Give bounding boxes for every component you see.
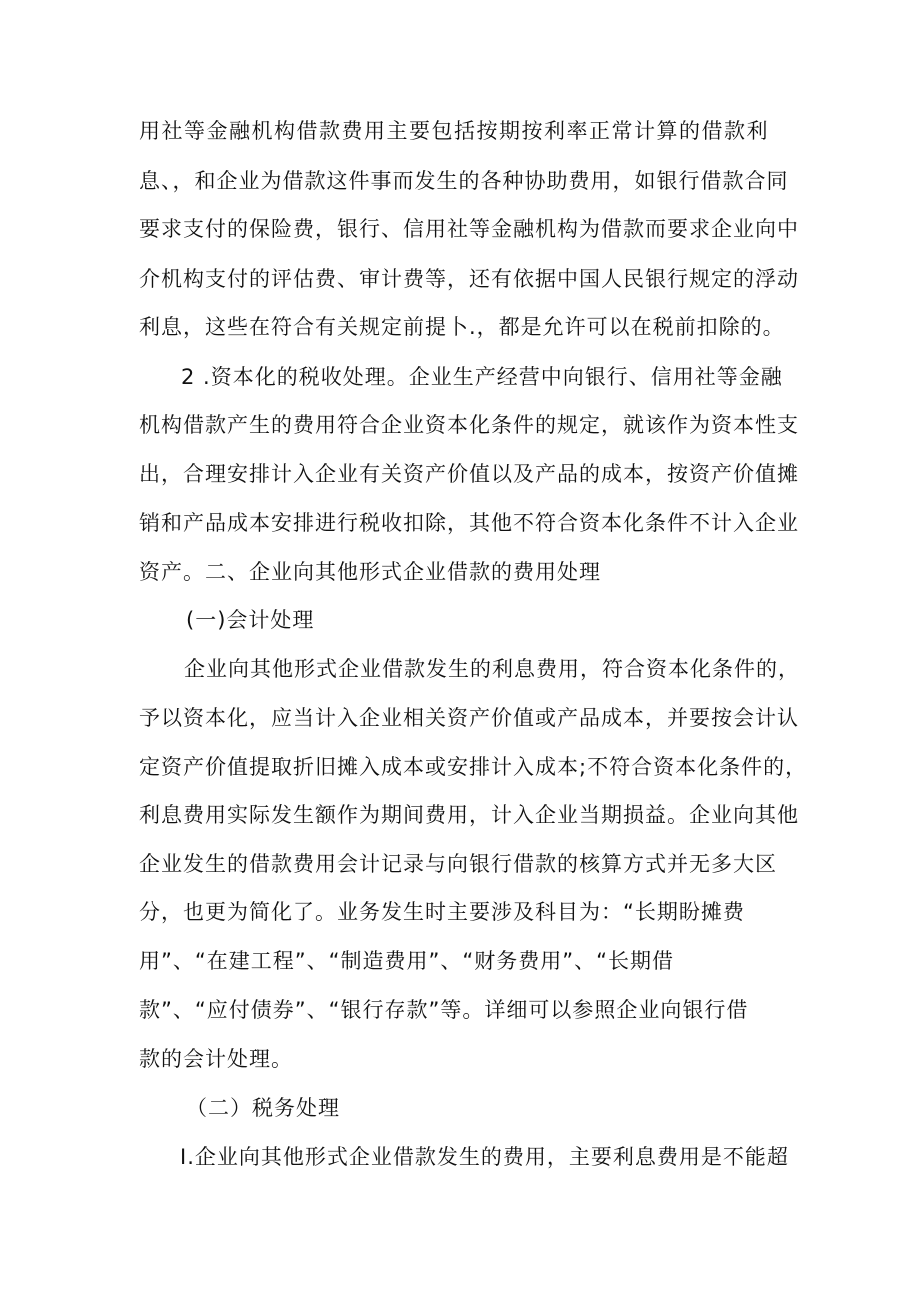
text-line: 定资产价值提取折旧摊入成本或安排计入成本;不符合资本化条件的， <box>139 755 808 779</box>
text-line: 2 .资本化的税收处理。企业生产经营中向银行、信用社等金融 <box>181 365 783 389</box>
text-line: 用”、“在建工程”、“制造费用”、“财务费用”、“长期借 <box>139 949 675 973</box>
text-line: 要求支付的保险费，银行、信用社等金融机构为借款而要求企业向中 <box>139 217 799 241</box>
text-line: 用社等金融机构借款费用主要包括按期按利率正常计算的借款利 <box>139 119 769 143</box>
text-line: 销和产品成本安排进行税收扣除，其他不符合资本化条件不计入企业 <box>139 511 799 535</box>
text-line: 企业向其他形式企业借款发生的利息费用，符合资本化条件的， <box>184 657 800 681</box>
text-line: 分，也更为简化了。业务发生时主要涉及科目为：“长期盼摊费 <box>139 900 745 924</box>
text-line: 介机构支付的评估费、审计费等，还有依据中国人民银行规定的浮动 <box>139 267 799 291</box>
section-heading: (一)会计处理 <box>186 608 315 632</box>
text-line: 息、，和企业为借款这件事而发生的各种协助费用，如银行借款合同 <box>139 169 789 193</box>
text-line: 予以资本化，应当计入企业相关资产价值或产品成本，并要按会计认 <box>139 706 799 730</box>
section-heading: （二）税务处理 <box>186 1096 340 1120</box>
text-line: 企业发生的借款费用会计记录与向银行借款的核算方式并无多大区 <box>139 852 777 876</box>
text-line: 机构借款产生的费用符合企业资本化条件的规定，就该作为资本性支 <box>139 413 799 437</box>
text-line: 款”、“应付债券”、“银行存款”等。详细可以参照企业向银行借 <box>139 998 749 1022</box>
text-line: 利息费用实际发生额作为期间费用，计入企业当期损益。企业向其他 <box>139 803 799 827</box>
text-line: 利息，这些在符合有关规定前提卜.，都是允许可以在税前扣除的。 <box>139 315 785 339</box>
text-line: 款的会计处理。 <box>139 1047 293 1071</box>
text-line: 资产。二、企业向其他形式企业借款的费用处理 <box>139 560 601 584</box>
text-line: 出，合理安排计入企业有关资产价值以及产品的成本，按资产价值摊 <box>139 462 799 486</box>
text-line: I.企业向其他形式企业借款发生的费用，主要利息费用是不能超 <box>180 1145 789 1169</box>
